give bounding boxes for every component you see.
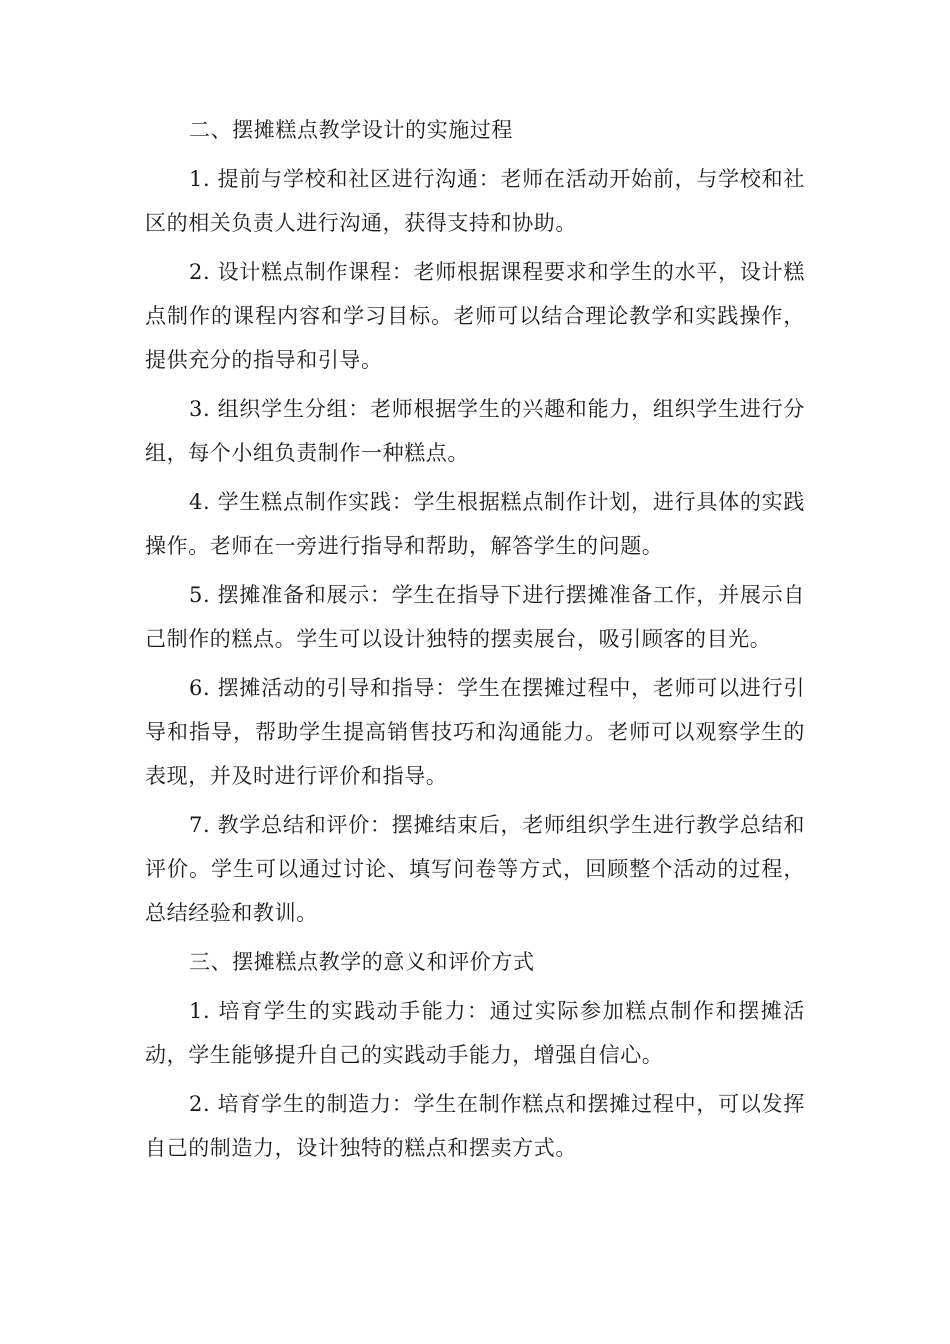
paragraph-item: 7. 教学总结和评价：摆摊结束后，老师组织学生进行教学总结和评价。学生可以通过讨论、填写问卷等方式，回顾整个活动的过程，总结经验和教训。 [145,813,805,925]
paragraph-item: 3. 组织学生分组：老师根据学生的兴趣和能力，组织学生进行分组，每个小组负责制作一种糕点。 [145,397,805,465]
paragraph-item: 6. 摆摊活动的引导和指导：学生在摆摊过程中，老师可以进行引导和指导，帮助学生提高销售技巧和沟通能力。老师可以观察学生的表现，并及时进行评价和指导。 [145,676,805,788]
paragraph-item: 1. 提前与学校和社区进行沟通：老师在活动开始前，与学校和社区的相关负责人进行沟通，获得支持和协助。 [145,167,805,235]
section-heading-implementation: 二、摆摊糕点教学设计的实施过程 [189,118,513,142]
section-heading-significance: 三、摆摊糕点教学的意义和评价方式 [189,950,535,974]
paragraph-item: 4. 学生糕点制作实践：学生根据糕点制作计划，进行具体的实践操作。老师在一旁进行指导和帮助，解答学生的问题。 [145,490,805,558]
document-body [145,108,805,1175]
paragraph-item: 1. 培育学生的实践动手能力：通过实际参加糕点制作和摆摊活动，学生能够提升自己的实践动手能力，增强自信心。 [145,999,805,1067]
paragraph-item: 2. 设计糕点制作课程：老师根据课程要求和学生的水平，设计糕点制作的课程内容和学习目标。老师可以结合理论教学和实践操作，提供充分的指导和引导。 [145,260,805,372]
paragraph-item: 2. 培育学生的制造力：学生在制作糕点和摆摊过程中，可以发挥自己的制造力，设计独特的糕点和摆卖方式。 [145,1092,805,1160]
paragraph-item: 5. 摆摊准备和展示：学生在指导下进行摆摊准备工作，并展示自己制作的糕点。学生可以设计独特的摆卖展台，吸引顾客的目光。 [145,583,805,651]
